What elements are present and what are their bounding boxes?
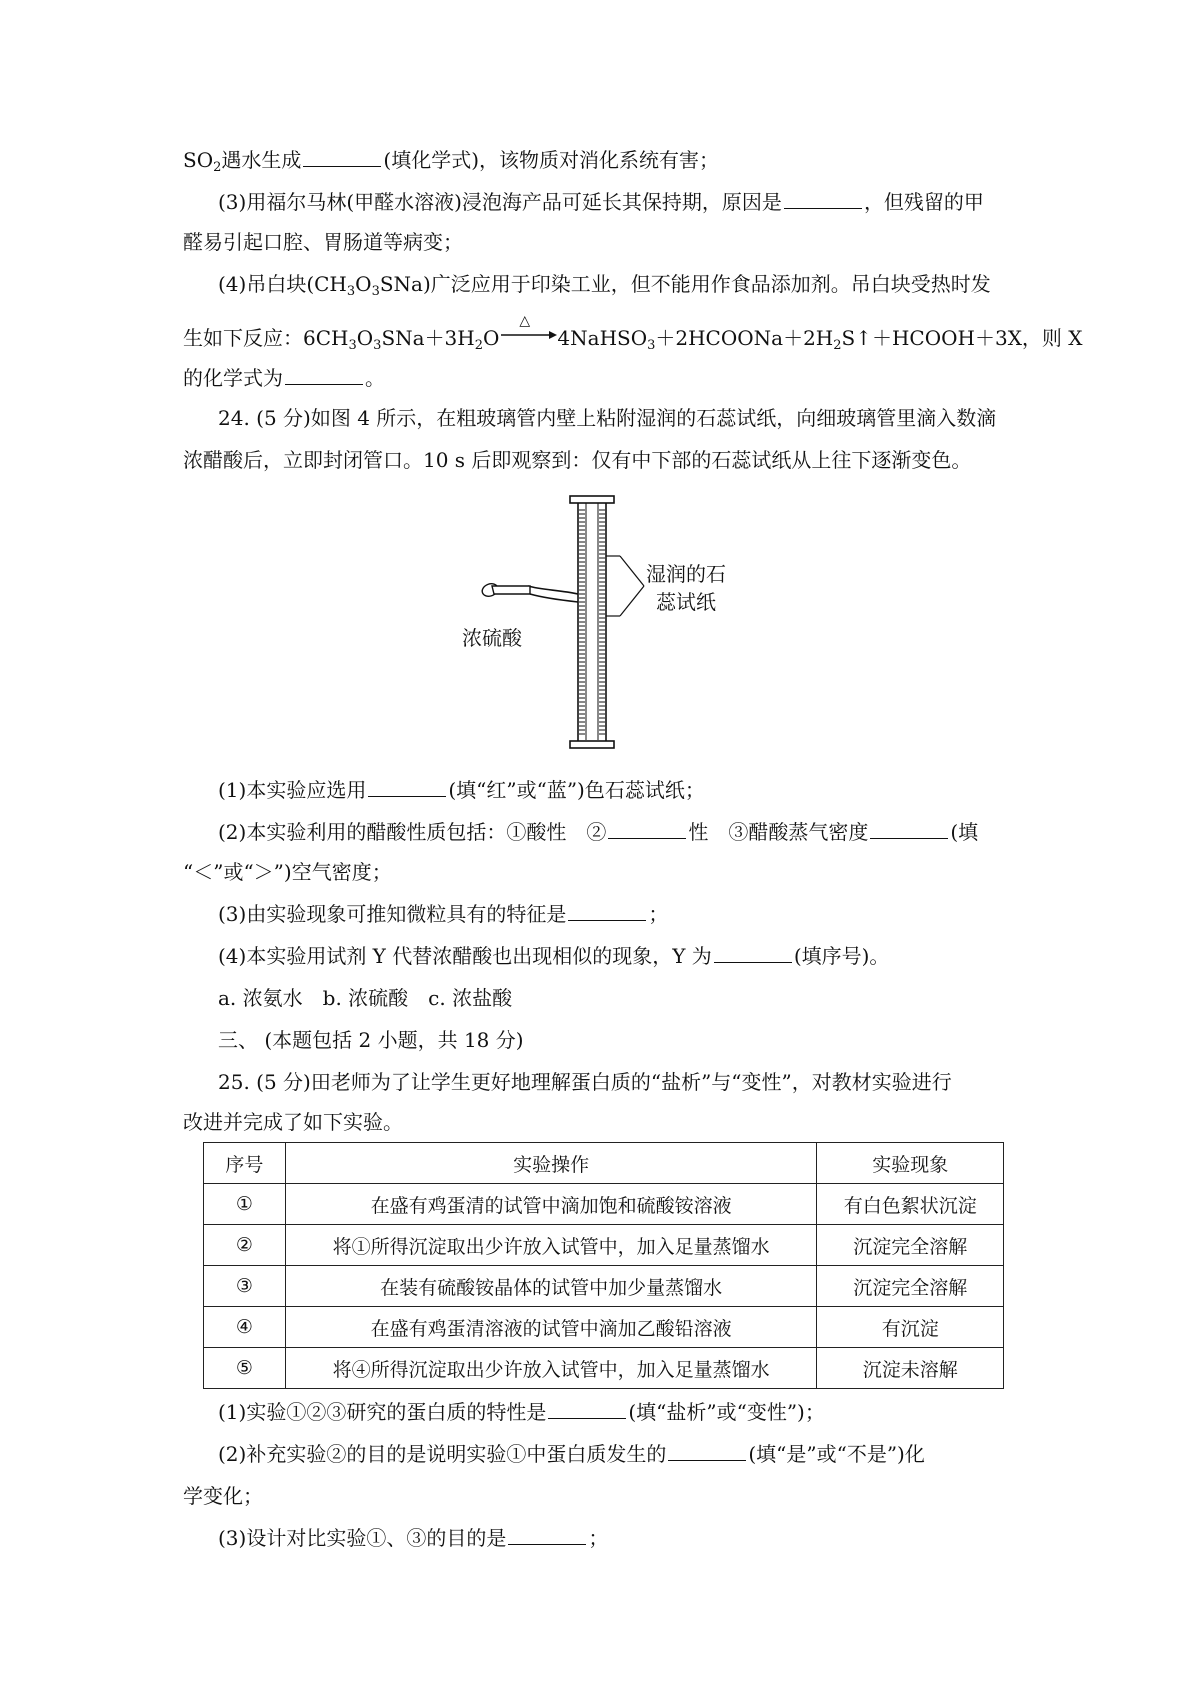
question-24-stem-1: 24. (5 分)如图 4 所示，在粗玻璃管内壁上粘附湿润的石蕊试纸，向细玻璃管里滴入数滴 <box>218 406 997 430</box>
answer-blank[interactable] <box>714 944 792 963</box>
text: (填“盐析”或“变性”)； <box>628 1400 825 1424</box>
answer-blank[interactable] <box>668 1442 746 1461</box>
text: (3)由实验现象可推知微粒具有的特征是 <box>218 902 567 926</box>
table-cell: 沉淀完全溶解 <box>817 1266 1004 1307</box>
text: SNa)广泛应用于印染工业，但不能用作食品添加剂。吊白块受热时发 <box>379 272 991 296</box>
litmus-label-2: 蕊试纸 <box>656 590 716 614</box>
text: O <box>356 326 374 350</box>
answer-blank[interactable] <box>608 820 686 839</box>
table-header-row <box>204 1143 1004 1184</box>
text: S↑＋HCOOH＋3X，则 X <box>841 326 1083 350</box>
answer-blank[interactable] <box>548 1400 626 1419</box>
question-24-options: a. 浓氨水 b. 浓硫酸 c. 浓盐酸 <box>218 986 513 1010</box>
answer-blank[interactable] <box>285 366 363 385</box>
table-cell: 将④所得沉淀取出少许放入试管中，加入足量蒸馏水 <box>285 1348 817 1389</box>
answer-blank[interactable] <box>303 148 381 167</box>
text: O <box>483 326 500 350</box>
text: O <box>355 272 372 296</box>
text: (1)本实验应选用 <box>218 778 367 802</box>
table-cell: 在装有硫酸铵晶体的试管中加少量蒸馏水 <box>285 1266 817 1307</box>
question-4-line-1 <box>218 270 991 298</box>
table-cell: 将①所得沉淀取出少许放入试管中，加入足量蒸馏水 <box>285 1225 817 1266</box>
question-24-2-line-2: “＜”或“＞”)空气密度； <box>183 860 392 884</box>
table-row <box>204 1307 1004 1348</box>
subscript: 3 <box>346 284 356 299</box>
arrow-icon <box>499 327 557 343</box>
heat-condition: △ <box>519 313 531 329</box>
answer-blank[interactable] <box>784 190 862 209</box>
table-cell: ④ <box>204 1307 286 1348</box>
text: 的化学式为 <box>183 366 283 390</box>
table-cell: ① <box>204 1184 286 1225</box>
text: ； <box>648 902 669 926</box>
table-cell: 有沉淀 <box>817 1307 1004 1348</box>
subscript: 2 <box>213 160 222 175</box>
question-25-3 <box>218 1524 608 1552</box>
question-24-stem-2: 浓醋酸后，立即封闭管口。10 s 后即观察到：仅有中下部的石蕊试纸从上往下逐渐变色。 <box>183 448 972 472</box>
text: (3)用福尔马林(甲醛水溶液)浸泡海产品可延长其保持期，原因是 <box>218 190 782 214</box>
table-row <box>204 1348 1004 1389</box>
table-row <box>204 1225 1004 1266</box>
text: (填化学式)，该物质对消化系统有害； <box>383 148 719 172</box>
table-cell: 沉淀完全溶解 <box>817 1225 1004 1266</box>
litmus-label-1: 湿润的石 <box>646 562 726 586</box>
experiment-table <box>203 1142 1004 1389</box>
question-3-line-2: 醛易引起口腔、胃肠道等病变； <box>183 230 463 254</box>
subscript: 3 <box>348 338 357 353</box>
question-25-2-line-2: 学变化； <box>183 1484 263 1508</box>
question-25-2-line-1 <box>218 1440 925 1468</box>
answer-blank[interactable] <box>368 778 446 797</box>
text: (填序号)。 <box>793 944 890 968</box>
text: 遇水生成 <box>221 148 302 172</box>
text: (填 <box>950 820 979 844</box>
question-24-4 <box>218 942 889 970</box>
table-row <box>204 1184 1004 1225</box>
text: (3)设计对比实验①、③的目的是 <box>218 1526 507 1550</box>
text: 生如下反应：6CH <box>183 326 349 350</box>
text: 。 <box>365 366 385 390</box>
answer-blank[interactable] <box>870 820 948 839</box>
table-row <box>204 1266 1004 1307</box>
text: ； <box>588 1526 609 1550</box>
subscript: 2 <box>833 338 842 353</box>
table-cell: ⑤ <box>204 1348 286 1389</box>
line-so2 <box>183 146 719 174</box>
question-25-stem-2: 改进并完成了如下实验。 <box>183 1110 403 1134</box>
text: SO <box>183 148 214 172</box>
text: (4)吊白块(CH <box>218 272 347 296</box>
question-25-stem-1: 25. (5 分)田老师为了让学生更好地理解蛋白质的“盐析”与“变性”，对教材实验进行 <box>218 1070 952 1094</box>
question-24-3 <box>218 900 668 928</box>
apparatus-figure <box>462 490 780 760</box>
question-3-line-1 <box>218 188 984 216</box>
text: SNa＋3H <box>381 326 475 350</box>
text: (1)实验①②③研究的蛋白质的特性是 <box>218 1400 547 1424</box>
section-3-heading: 三、 (本题包括 2 小题，共 18 分) <box>218 1028 524 1052</box>
question-24-1 <box>218 776 705 804</box>
table-cell: 有白色絮状沉淀 <box>817 1184 1004 1225</box>
text: ，但残留的甲 <box>863 190 984 214</box>
text: (4)本实验用试剂 Y 代替浓醋酸也出现相似的现象，Y 为 <box>218 944 712 968</box>
subscript: 3 <box>647 338 656 353</box>
text: ＋2HCOONa＋2H <box>655 326 834 350</box>
text: (填“红”或“蓝”)色石蕊试纸； <box>448 778 705 802</box>
table-header: 序号 <box>204 1143 286 1184</box>
question-24-2-line-1 <box>218 818 978 846</box>
subscript: 3 <box>371 284 380 299</box>
text: (2)本实验利用的醋酸性质包括：①酸性 ② <box>218 820 607 844</box>
table-cell: ② <box>204 1225 286 1266</box>
subscript: 3 <box>373 338 382 353</box>
reaction-arrow <box>499 313 557 345</box>
table-header: 实验操作 <box>285 1143 817 1184</box>
reaction-equation <box>183 313 1083 353</box>
table-cell: 沉淀未溶解 <box>817 1348 1004 1389</box>
table-cell: 在盛有鸡蛋清的试管中滴加饱和硫酸铵溶液 <box>285 1184 817 1225</box>
answer-blank[interactable] <box>568 902 646 921</box>
equation-line-2 <box>183 364 385 392</box>
table-cell: 在盛有鸡蛋清溶液的试管中滴加乙酸铅溶液 <box>285 1307 817 1348</box>
text: 4NaHSO <box>557 326 648 350</box>
text: (填“是”或“不是”)化 <box>748 1442 925 1466</box>
table-cell: ③ <box>204 1266 286 1307</box>
text: (2)补充实验②的目的是说明实验①中蛋白质发生的 <box>218 1442 667 1466</box>
acid-label: 浓硫酸 <box>462 626 522 650</box>
question-25-1 <box>218 1398 825 1426</box>
answer-blank[interactable] <box>508 1526 586 1545</box>
table-header: 实验现象 <box>817 1143 1004 1184</box>
subscript: 2 <box>474 338 484 353</box>
text: 性 ③醋酸蒸气密度 <box>688 820 869 844</box>
